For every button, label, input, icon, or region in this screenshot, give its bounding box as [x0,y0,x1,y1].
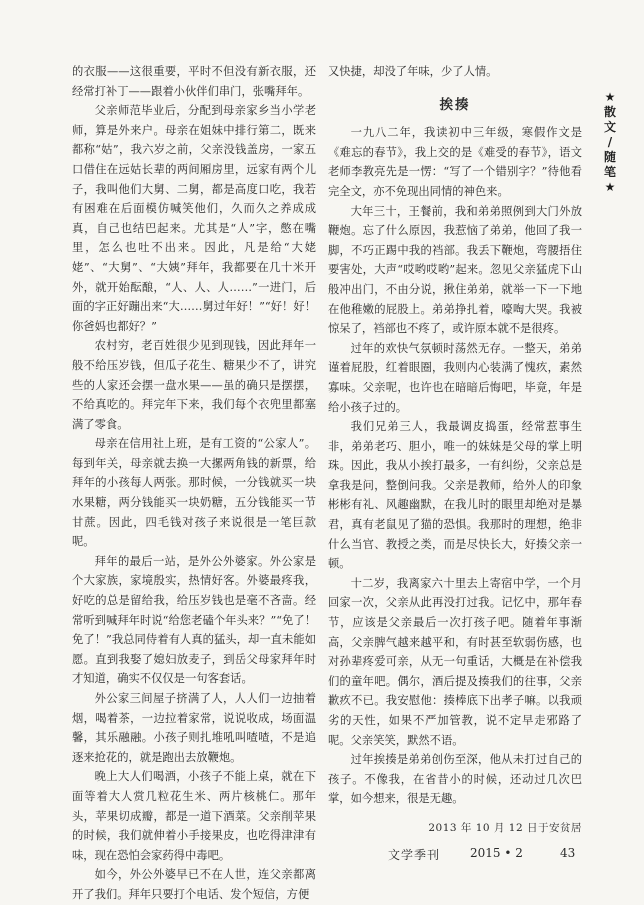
column-section-label [602,90,618,195]
paragraph: 父亲师范毕业后，分配到母亲家乡当小学老师，算是外来户。母亲在姐妹中排行第二，既来都称“姑”，我六岁之前，父亲没钱盖房，一家五口借住在远姑长辈的两间厢房里，远家有两个儿子，我叫他们大舅、二舅，都是高度口吃，我若有困难在后面模仿喊笑他们，久而久之养成成真，自己也结巴起来。尤其是“人”字，憋在嘴里，怎么也吐不出来。因此，凡是给“大姥姥”、“大舅”、“大姨”拜年，我都要在几十米开外，就开始酝酿，“人、人、人……”一进门，后面的字正好蹦出来“大……舅过年好！”“好！好！你爸妈也都好？” [72,104,316,333]
paragraph: 我们兄弟三人，我最调皮捣蛋，经常惹事生非，弟弟老巧、胆小，唯一的妹妹是父母的掌上明珠。因此，我从小挨打最多，一有纠纷，父亲总是拿我是问，整倒问我。父亲是教师，给外人的印象彬彬有礼、风趣幽默，在我儿时的眼里却绝对是暴君，真有老鼠见了猫的恐惧。我那时的理想，绝非什么当官、教授之类，而是尽快长大，好揍父亲一顿。 [328,420,582,571]
paragraph: 农村穷，老百姓很少见到现钱，因此拜年一般不给压岁钱，但瓜子花生、糖果少不了，讲究些的人家还会摆一盘水果——虽的确只是摆摆，不给真吃的。拜完年下来，我们每个衣兜里都塞满了零食。 [72,339,316,431]
paragraph-continued: 又快捷，却没了年味，少了人情。 [328,65,498,78]
side-label-char: 笔 [603,165,616,179]
side-label-char: / [607,135,613,149]
paragraph: 的衣服——这很重要，平时不但没有新衣服，还经常打补丁——跟着小伙伴们串门，张嘴拜年。 [72,65,316,98]
right-column [328,62,582,839]
side-label-char: 散 [603,105,616,119]
paragraph: 晚上大人们喝酒，小孩子不能上桌，就在下面等着大人赏几粒花生米、两片核桃仁。那年头，苹果切成瓣，都是一道下酒菜。父亲削苹果的时候，我们就伸着小手接果皮，也吃得津津有味，现在恐怕会家药得中毒吧。 [72,770,316,862]
side-label-char: 文 [603,120,616,134]
paragraph: 十二岁，我离家六十里去上寄宿中学，一个月回家一次，父亲从此再没打过我。记忆中，那年春节，应该是父亲最后一次打孩子吧。随着年事渐高，父亲脾气越来越平和，有时甚至软弱伤感，也对孙辈疼爱可亲，从无一句重话，大概是在补偿我们的童年吧。偶尔，酒后提及揍我们的往事，父亲歉疚不已。我安慰他：揍棒底下出孝子嘛。以我顽劣的天性，如果不严加管教，说不定早走邪路了呢。父亲笑笑，默然不语。 [328,576,582,747]
section-title: 挨揍 [439,96,471,113]
date-signature: 2013 年 10 月 12 日于安贫居 [428,821,582,834]
paragraph: 大年三十，王餐前，我和弟弟照例到大门外放鞭炮。忘了什么原因，我惹恼了弟弟，他回了我一脚，不巧正踢中我的裆部。我丢下鞭炮，弯腰捂住要害处，大声“哎哟哎哟”起来。忽见父亲猛虎下山般冲出门，不由分说，揪住弟弟，就举一下一下地在他稚嫩的屁股上。弟弟挣扎着，嚎啕大哭。我被惊呆了，裆部也不疼了，或许原本就不是很疼。 [328,204,582,336]
paragraph: 母亲在信用社上班，是有工资的“公家人”。每到年关，母亲就去换一大摞两角钱的新票，给拜年的小孩每人两张。那时候，一分钱就买一块水果糖，两分钱能买一块奶糖，五分钱能买一节甘蔗。因此，四毛钱对孩子来说很是一笔巨款呢。 [72,437,316,549]
paragraph: 过年挨揍是弟弟创伤至深，他从未打过自己的孩子。不像我，在省昔小的时候，还动过几次巴掌，如今想来，很是无趣。 [328,753,582,806]
page-number: 43 [560,846,576,860]
side-label-char: 随 [603,150,616,164]
star-icon: ★ [604,90,616,104]
paragraph: 如今，外公外婆早已不在人世，连父亲都离开了我们。拜年只要打个电话、发个短信，方便 [72,868,316,901]
paragraph: 外公家三间屋子挤满了人，人人们一边抽着烟，喝着茶，一边拉着家常，说说收成，场面温馨，其乐融融。小孩子则扎堆吼叫喳喳，不是追逐来抢花的，就是跑出去放鞭炮。 [72,692,316,764]
paragraph: 拜年的最后一站，是外公外婆家。外公家是个大家族，家境殷实，热情好客。外婆最疼我，好吃的总是留给我，给压岁钱也是毫不吝啬。经常听到喊拜年时说“给您老磕个年头来？”“免了！免了！”我总同侍着有人真的猛头，却一直未能如愿。直到我娶了媳妇放麦子，到岳父母家拜年时才知道，确实不仅仅是一句客套话。 [72,554,316,686]
magazine-name: 文学季刊 [388,848,441,862]
paragraph: 一九八二年，我读初中三年级，寒假作文是《难忘的春节》，我上交的是《难受的春节》，语文老师李教亮先是一愣：“写了一个错别字？”待他看完全文，亦不免现出同情的神色来。 [328,126,582,198]
paragraph: 过年的欢快气氛顿时荡然无存。一整天，弟弟谨着屁股，红着眼圈，我则内心装满了愧疚，素然寡味。父亲呢，也许也在暗暗后悔吧，毕竟，年是给小孩子过的。 [328,341,582,414]
issue-number: 2015 • 2 [470,846,523,860]
left-column [72,62,316,905]
page-footer [388,846,598,864]
star-icon: ★ [604,180,616,194]
